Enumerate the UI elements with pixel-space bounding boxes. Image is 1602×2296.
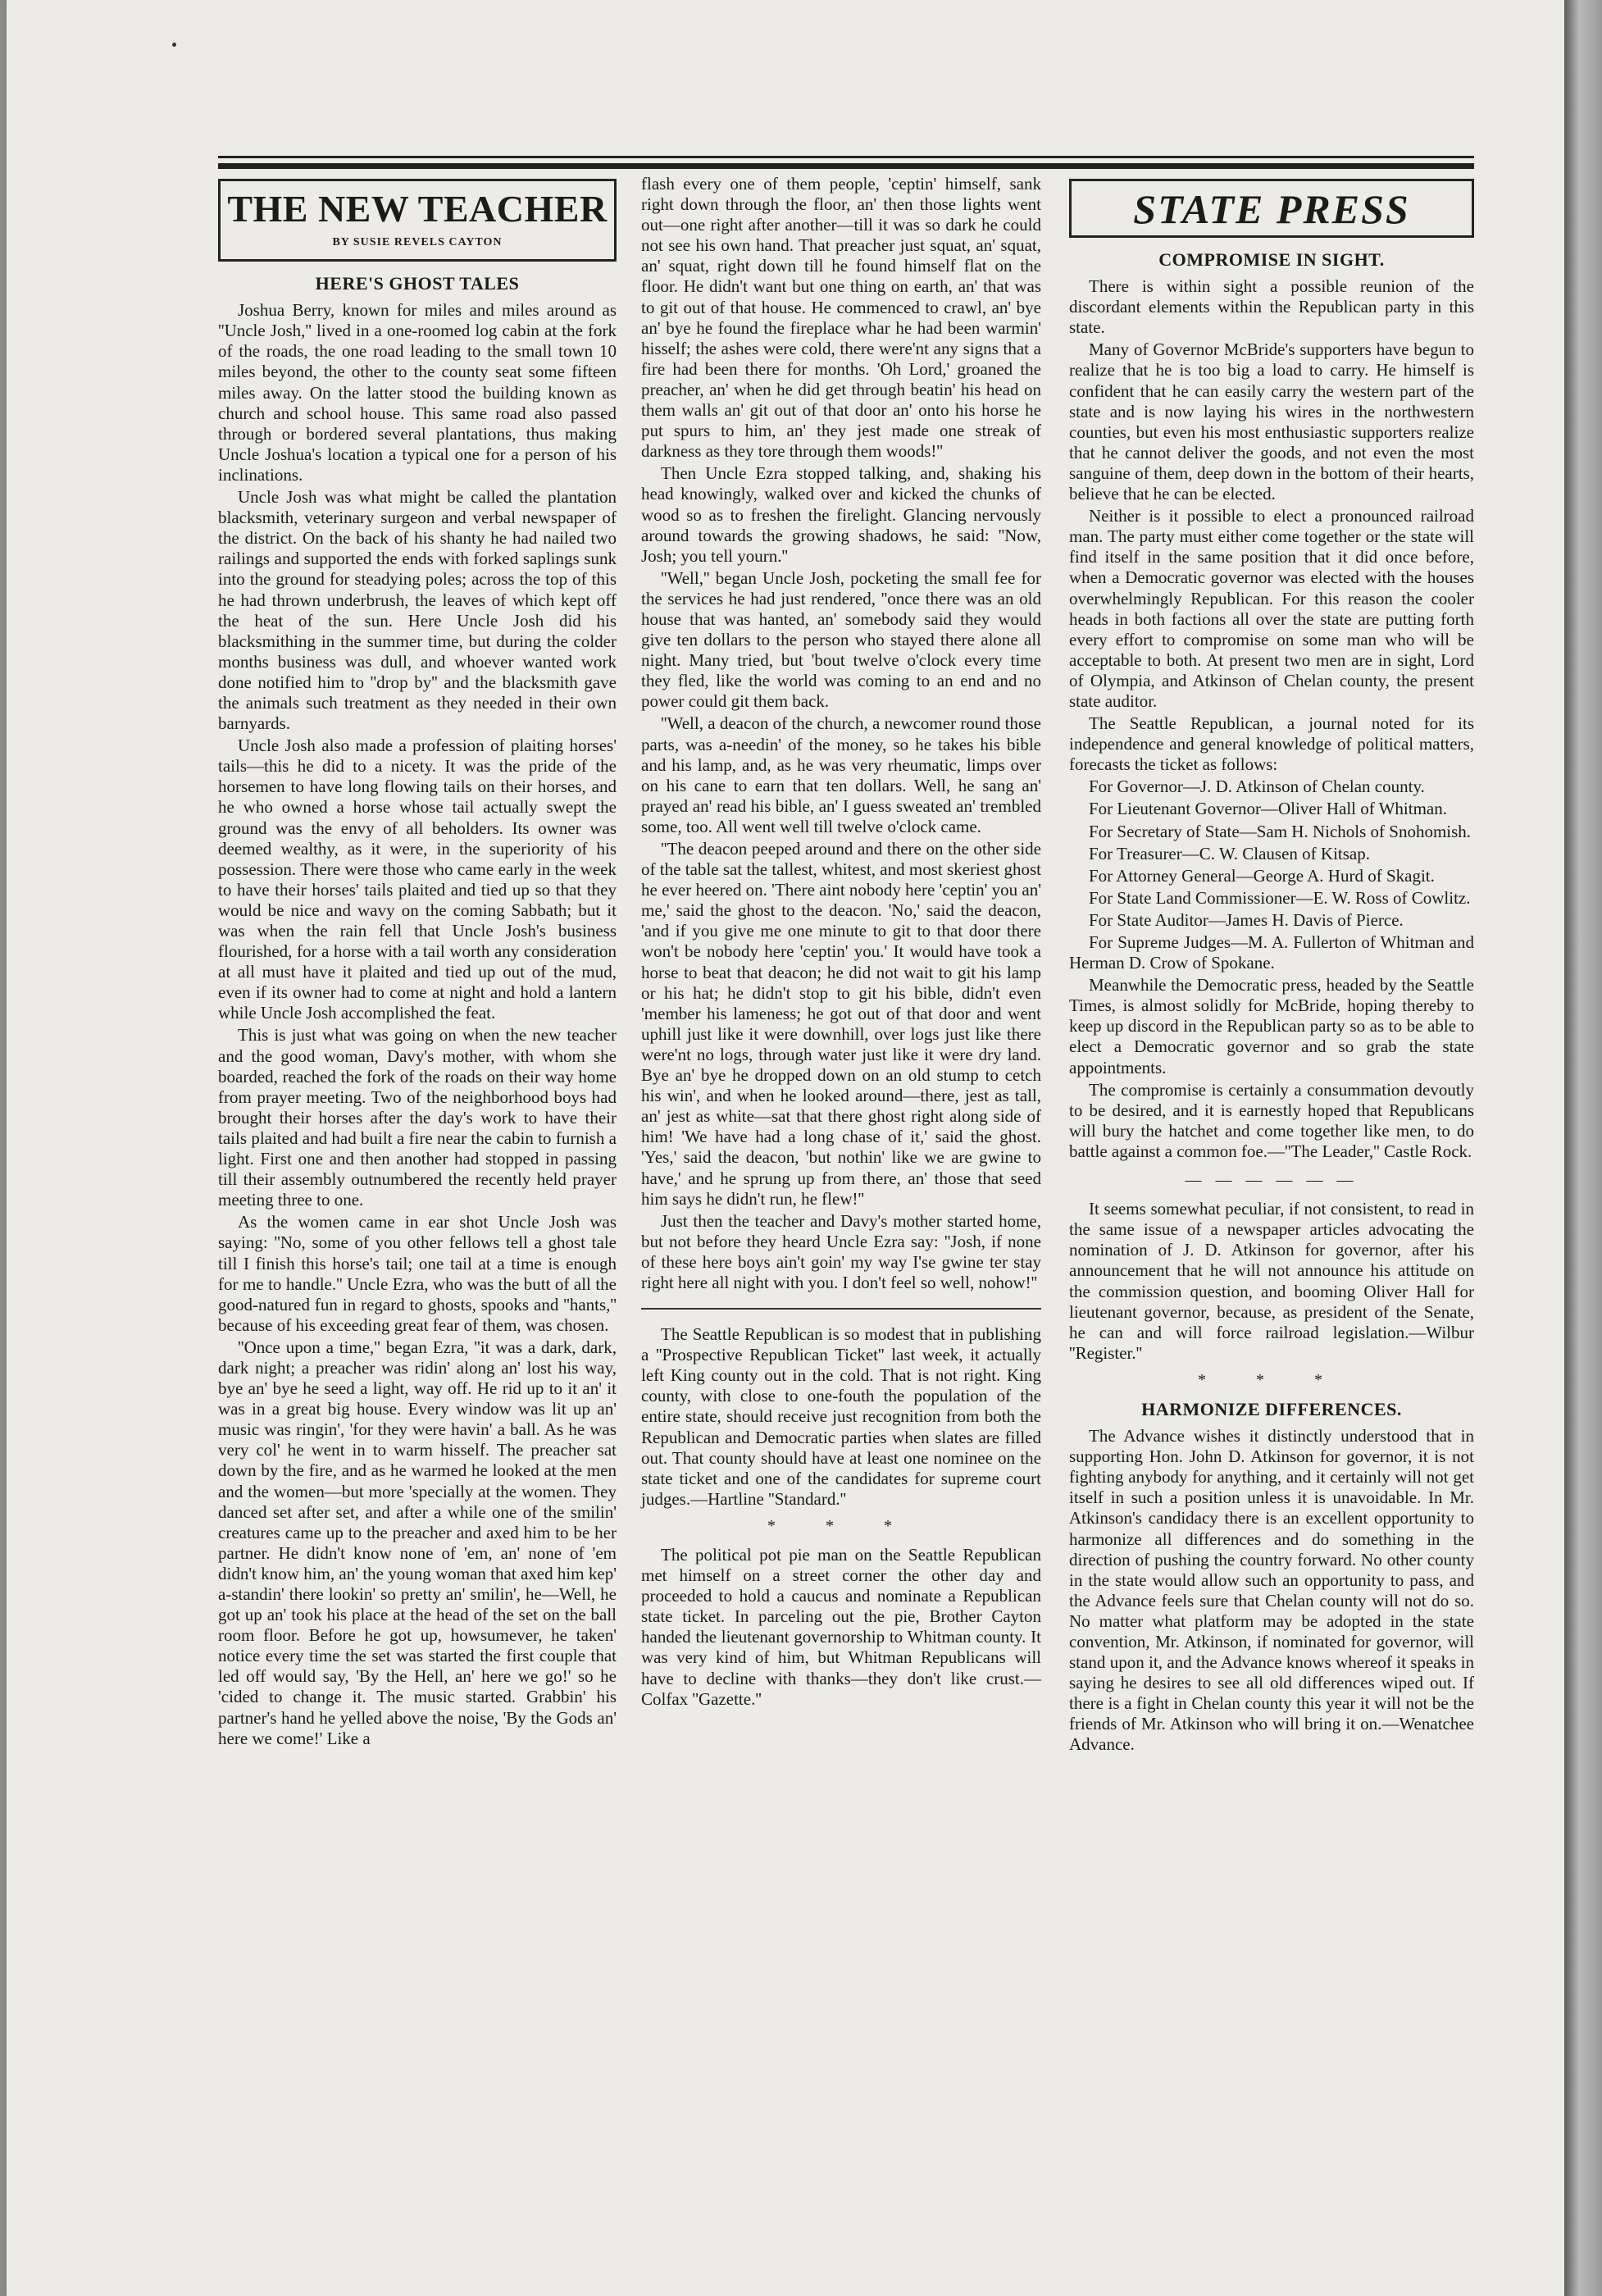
paragraph: The Seattle Republican, a journal noted for its independence and general knowledge of political matters, forecasts the ticket as follows: [1069, 713, 1474, 775]
paragraph: Neither is it possible to elect a pronounced railroad man. The party must either come together or the state will find itself in the same position that it did once before, when a Democratic governor was elected with the houses overwhelmingly Republican. For this reason the cooler heads in both factions all over the state are putting forth every effort to compromise on some man who will be acceptable to both. At present two men are in sight, Lord of Olympia, and Atkinson of Chelan county, the present state auditor. [1069, 506, 1474, 711]
paragraph: Many of Governor McBride's supporters have begun to realize that he is too big a load to carry. He himself is confident that he can easily carry the western part of the state and is now laying his wires in the northwestern counties, but even his most enthusiastic supporters realize that he cannot deliver the goods, and not even the most sanguine of them, deep down in the bottom of their hearts, believe that he can be elected. [1069, 339, 1474, 504]
paragraph: The compromise is certainly a consummation devoutly to be desired, and it is earnestly hoped that Republicans will bury the hatchet and come together like men, to do battle against a common foe.—''The Leader,'' Castle Rock. [1069, 1079, 1474, 1161]
paragraph: Joshua Berry, known for miles and miles around as ''Uncle Josh,'' lived in a one-roomed log cabin at the fork of the roads, the one road leading to the small town 10 miles beyond, the other to the county seat some fifteen miles away. On the latter stood the building known as church and school house. This same road also passed through or bordered several plantations, thus making Uncle Joshua's location a typical one for a person of his inclinations. [218, 300, 617, 485]
news-item: The Seattle Republican is so modest that in publishing a ''Prospective Republican Ticket'' last week, it actually left King county out in the cold. That is not right. King county, with close to one-fouth the population of the entire state, should receive just recognition from both the Republican and Democratic parties when slates are filled out. That county should have at least one nominee on the state ticket and one of the candidates for supreme court judges.—Hartline ''Standard.'' [641, 1324, 1041, 1509]
ticket-line: For Lieutenant Governor—Oliver Hall of Whitman. [1089, 799, 1448, 819]
paragraph: This is just what was going on when the new teacher and the good woman, Davy's mother, with whom she boarded, reached the fork of the roads on their way home from prayer meeting. Two of the neighborhood boys had brought their horses after the day's work to have their tails plaited and had built a fire near the cabin to furnish a light. First one and then another had stopped in passing till their assembly outnumbered the recently held prayer meeting three to one. [218, 1025, 617, 1210]
byline: BY SUSIE REVELS CAYTON [332, 236, 503, 248]
ticket-line: For Governor—J. D. Atkinson of Chelan county. [1089, 777, 1425, 797]
asterism: * * * [1198, 1370, 1345, 1389]
paragraph: Just then the teacher and Davy's mother started home, but not before they heard Uncle Ezra say: ''Josh, if none of these here boys ain't goin' my way I'se gwine ter stay right here all night with you. I don't feel so well, nohow!'' [641, 1210, 1041, 1292]
section-title: THE NEW TEACHER [227, 188, 608, 230]
paragraph: ''Well,'' began Uncle Josh, pocketing the small fee for the services he had just rendered, ''once there was an old house that was hanted, an' somebody said they would give ten dollars to the person who stayed there alone all night. Many tried, but 'bout twelve o'clock every time they fled, like the world was coming to an end and no power could git them back. [641, 567, 1041, 712]
paragraph: There is within sight a possible reunion of the discordant elements within the Republican party in this state. [1069, 276, 1474, 338]
column-right [1069, 179, 1474, 1757]
page-edge [1564, 0, 1602, 2296]
paragraph: ''Well, a deacon of the church, a newcomer round those parts, was a-needin' of the money, so he takes his bible and his lamp, and, as he was very rheumatic, limps over on his cane to earn that ten dollars. Well, he sang an' prayed an' read his bible, an' I guess sweated an' trembled some, too. All went well till twelve o'clock came. [641, 713, 1041, 836]
ticket-line: For Secretary of State—Sam H. Nichols of Snohomish. [1089, 821, 1472, 841]
column-divider [641, 1308, 1041, 1310]
paragraph: Uncle Josh was what might be called the plantation blacksmith, veterinary surgeon and verbal newspaper of the district. On the back of his shanty he had nailed two railings and supported the ends with forked saplings sunk into the ground for steadying poles; across the top of this he had thrown underbrush, the leaves of which kept off the heat of the sun. Here Uncle Josh did his blacksmithing in the summer time, but during the colder months business was dull, and whoever wanted work done notified him to ''drop by'' and the blacksmith gave the animals such treatment as they needed in their own barnyards. [218, 487, 617, 734]
ticket-line: For Supreme Judges—M. A. Fullerton of Whitman and Herman D. Crow of Spokane. [1069, 932, 1474, 973]
news-item: The Advance wishes it distinctly understood that in supporting Hon. John D. Atkinson for governor, it is not fighting anybody for anything, and it certainly will not get itself in such a position unless it is unavoidable. In Mr. Atkinson's candidacy there is an excellent opportunity to harmonize all differences and do something in the direction of pushing the country forward. No other county in the state would allow such an opportunity to pass, and the Advance feels sure that Chelan county will not do so. No matter what platform may be adopted in the state convention, Mr. Atkinson, if nominated for governor, will stand upon it, and the Advance knows whereof it speaks in saying he desires to see all old differences wiped out. If there is a fight in Chelan county this year it will not be the friends of Mr. Atkinson who will bring it on.—Wenatchee Advance. [1069, 1426, 1474, 1755]
story-subhead: COMPROMISE IN SIGHT. [1158, 249, 1385, 270]
new-teacher-masthead [218, 179, 617, 262]
story-subhead: HARMONIZE DIFFERENCES. [1141, 1398, 1402, 1419]
ticket-line: For Treasurer—C. W. Clausen of Kitsap. [1089, 843, 1370, 863]
paragraph: ''The deacon peeped around and there on the other side of the table sat the tallest, whitest, and most skeriest ghost he ever heered on. 'There aint nobody here 'ceptin' you an' me,' said the ghost to the deacon. 'No,' said the deacon, 'and if you give me one minute to git to that door there won't be nobody here 'ceptin' you.' It would have took a horse to beat that deacon; he did not wait to git his lamp or his hat; he didn't stop to git his bible, didn't even 'member his lameness; he got out of that door and went uphill just like it were downhill, over logs just like there were'nt no logs, through water just like it were dry land. Bye an' bye he dropped down on an old stump to cetch his win', and when he looked around—there, jest as tall, an' jest as white—sat that there ghost right along side of him! 'We have had a long chase of it,' said the ghost. 'Yes,' said the deacon, 'but nothin' like we are gwine to have,' and he sprung up from there, an' those that seed him says he didn't run, he flew!'' [641, 839, 1042, 1209]
column-left [218, 179, 617, 1751]
paragraph: flash every one of them people, 'ceptin' himself, sank right down through the floor, an' then those lights went out—one right after another—till it was so dark he could not see his own hand. That preacher just squat, an' squat, an' squat, right down till he found himself flat on the floor. He didn't want but one thing on earth, an' that was to git out of that house. He commenced to crawl, an' bye an' bye he found the fireplace whar he had been warmin' hisself; the ashes were cold, there were'nt any signs that a fire had been there for months. 'Oh Lord,' groaned the preacher, an' when he did get through beatin' his head on them walls an' git out of that door an' onto his horse he put spurs to him, an' they jest made one streak of darkness as they tore through them woods!'' [641, 174, 1041, 462]
top-rule [218, 156, 1474, 158]
asterism: * * * [767, 1516, 915, 1535]
dash-separator: — — — — — — [1185, 1171, 1359, 1190]
newspaper-page [7, 0, 1564, 2296]
ticket-line: For State Land Commissioner—E. W. Ross of Cowlitz. [1089, 887, 1471, 908]
paragraph: As the women came in ear shot Uncle Josh was saying: ''No, some of you other fellows tell a ghost tale till I finish this horse's tail; one tail at a time is enough for me to handle.'' Uncle Ezra, who was the butt of all the good-natured fun in regard to ghosts, spooks and ''hants,'' because of his exceeding great fear of them, was chosen. [218, 1212, 617, 1335]
story-subhead: HERE'S GHOST TALES [315, 273, 520, 294]
top-rule-thick [218, 163, 1474, 169]
section-title: STATE PRESS [1133, 186, 1410, 232]
news-item: The political pot pie man on the Seattle Republican met himself on a street corner the other day and proceeded to hold a caucus and nominate a Republican state ticket. In parceling out the pie, Brother Cayton handed the lieutenant governorship to Whitman county. It was very kind of him, but Whitman Republicans will have to decline with thanks—they don't like crust.—Colfax ''Gazette.'' [641, 1545, 1041, 1709]
column-middle [641, 174, 1041, 1711]
paragraph: ''Once upon a time,'' began Ezra, ''it was a dark, dark, dark night; a preacher was ridin' along an' lost his way, bye an' bye he seed a light, way off. He rid up to it an' it was in a great big house. Every window was lit up an' music was ringin', 'for they were havin' a ball. As he was very col' he went in to warm hisself. The preacher sat down by the fire, and as he warmed he looked at the men and the women—but more 'specially at the women. They danced set after set, and after a while one of the smilin' creatures came up to the preacher and axed him to be her partner. He didn't know none of 'em, an' none of 'em didn't know him, an' the young woman that axed him kep' a-standin' there lookin' so pretty an' smilin', he—Well, he got up an' took his place at the head of the set on the ball room floor. Before he got up, howsumever, he taken' notice every time the set was started the first couple that led off would say, 'By the Hell, an' here we go!' so he 'cided to change it. The music started. Grabbin' his partner's hand he yelled above the noise, 'By the Gods an' here we come!' Like a [218, 1337, 617, 1748]
state-press-masthead [1069, 179, 1474, 238]
ink-speck [172, 43, 176, 47]
paragraph: Then Uncle Ezra stopped talking, and, shaking his head knowingly, walked over and kicked the chunks of wood so as to freshen the firelight. Glancing nervously around towards the growing shadows, he said: ''Now, Josh; you tell yourn.'' [641, 463, 1041, 566]
news-item: It seems somewhat peculiar, if not consistent, to read in the same issue of a newspaper articles advocating the nomination of J. D. Atkinson for governor, after his announcement that he will not announce his attitude on the commission question, and booming Oliver Hall for lieutenant governor, because, as president of the Senate, he can and will force railroad legislation.—Wilbur ''Register.'' [1069, 1199, 1474, 1363]
ticket-line: For Attorney General—George A. Hurd of Skagit. [1089, 865, 1435, 886]
ticket-line: For State Auditor—James H. Davis of Pierce. [1089, 909, 1404, 930]
paragraph: Uncle Josh also made a profession of plaiting horses' tails—this he did to a nicety. It was the pride of the horsemen to have long flowing tails on their horses, and he who owned a horse whose tail actually swept the ground was the envy of all beholders. Its owner was deemed wealthy, as it were, in the superiority of his possession. There were those who came early in the week to have their horses' tails plaited and tied up so that they would be nice and wavy on the coming Sabbath; but it was when the rain fell that Uncle Josh's business flourished, for a horse with a tail worth any consideration at all must have it plaited and tied up out of the mud, even if its owner had to come at night and hold a lantern while Uncle Josh accomplished the feat. [218, 736, 617, 1023]
paragraph: Meanwhile the Democratic press, headed by the Seattle Times, is almost solidly for McBride, hoping thereby to keep up discord in the Republican party so as to be able to elect a Democratic governor and so grab the state appointments. [1069, 975, 1474, 1077]
